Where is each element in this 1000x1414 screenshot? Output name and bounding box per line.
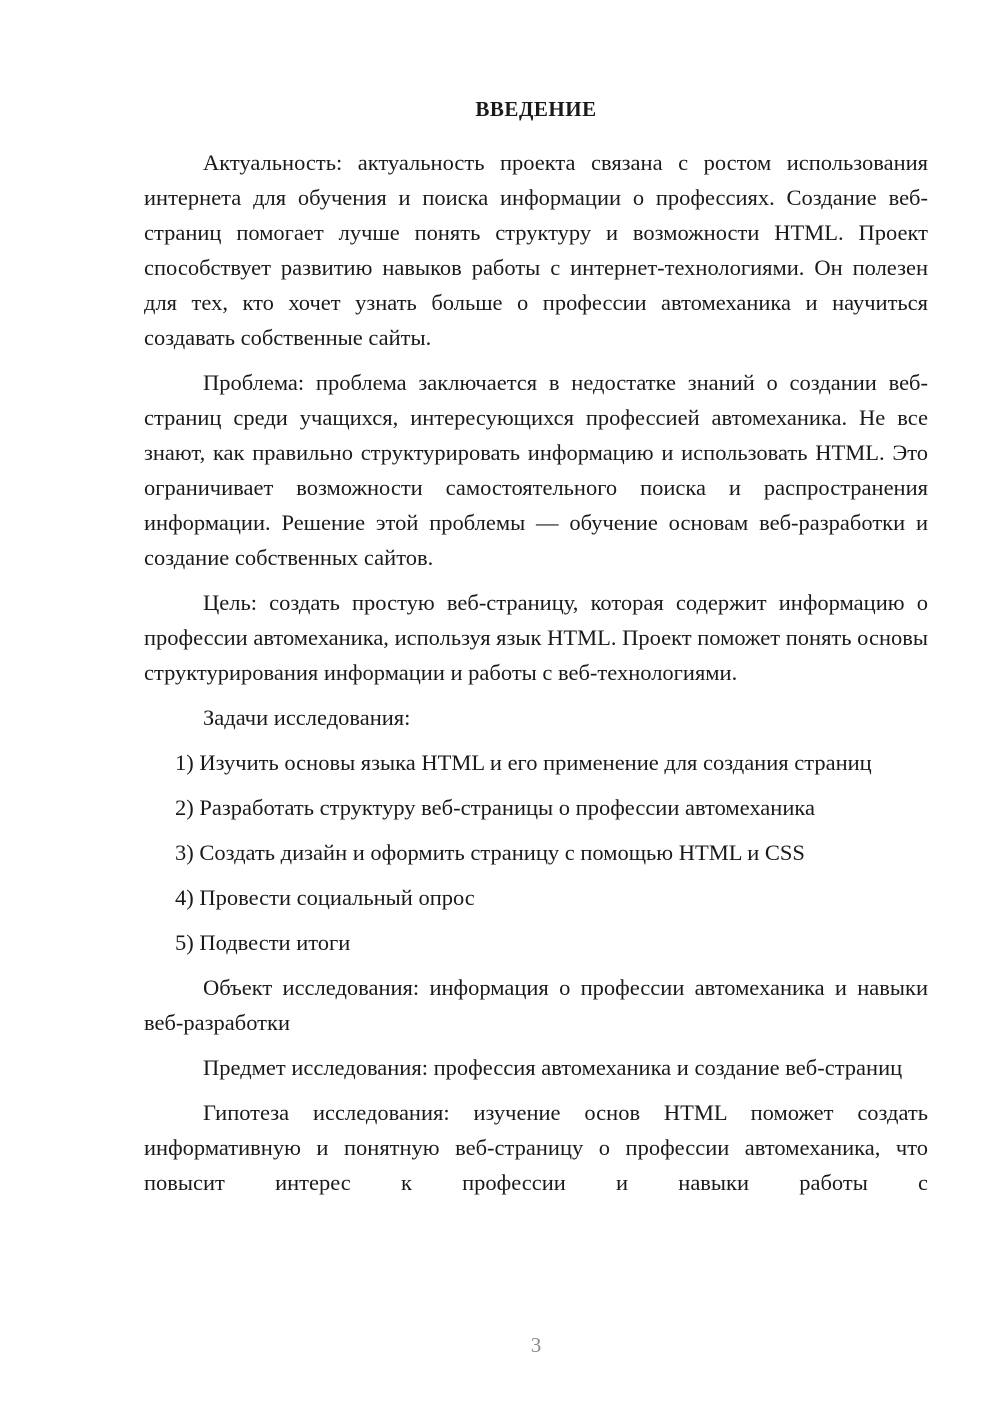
task-item: 2) Разработать структуру веб-страницы о профессии автомеханика: [175, 795, 815, 820]
research-subject-paragraph: Предмет исследования: профессия автомеханика и создание веб-страниц: [203, 1055, 903, 1080]
tasks-heading: Задачи исследования:: [203, 705, 411, 730]
document-page: [144, 92, 928, 1200]
problem-paragraph: Проблема: проблема заключается в недостатке знаний о создании веб-страниц среди учащихся, интересующихся профессией автомеханика. Не все знают, как правильно структурировать информацию и использовать HTML. Это ограничивает возможности самостоятельного поиска и распространения информации. Решение этой проблемы — обучение основам веб-разработки и создание собственных сайтов.: [144, 370, 928, 570]
task-item: 3) Создать дизайн и оформить страницу с помощью HTML и CSS: [175, 840, 805, 865]
page-number: 3: [530, 1333, 542, 1357]
task-item: 4) Провести социальный опрос: [175, 885, 475, 910]
goal-paragraph: Цель: создать простую веб-страницу, которая содержит информацию о профессии автомеханика, используя язык HTML. Проект поможет понять основы структурирования информации и работы с веб-технологиями.: [144, 590, 928, 685]
task-item: 1) Изучить основы языка HTML и его применение для создания страниц: [175, 750, 872, 775]
section-title: ВВЕДЕНИЕ: [475, 97, 597, 121]
hypothesis-paragraph: Гипотеза исследования: изучение основ HTML поможет создать информативную и понятную веб-страницу о профессии автомеханика, что повысит интерес к профессии и навыки работы с: [144, 1100, 928, 1195]
relevance-paragraph: Актуальность: актуальность проекта связана с ростом использования интернета для обучения и поиска информации о профессиях. Создание веб-страниц помогает лучше понять структуру и возможности HTML. Проект способствует развитию навыков работы с интернет-технологиями. Он полезен для тех, кто хочет узнать больше о профессии автомеханика и научиться создавать собственные сайты.: [144, 150, 928, 350]
research-object-paragraph: Объект исследования: информация о профессии автомеханика и навыки веб-разработки: [144, 975, 928, 1035]
tasks-list: [144, 745, 928, 960]
task-item: 5) Подвести итоги: [175, 930, 351, 955]
